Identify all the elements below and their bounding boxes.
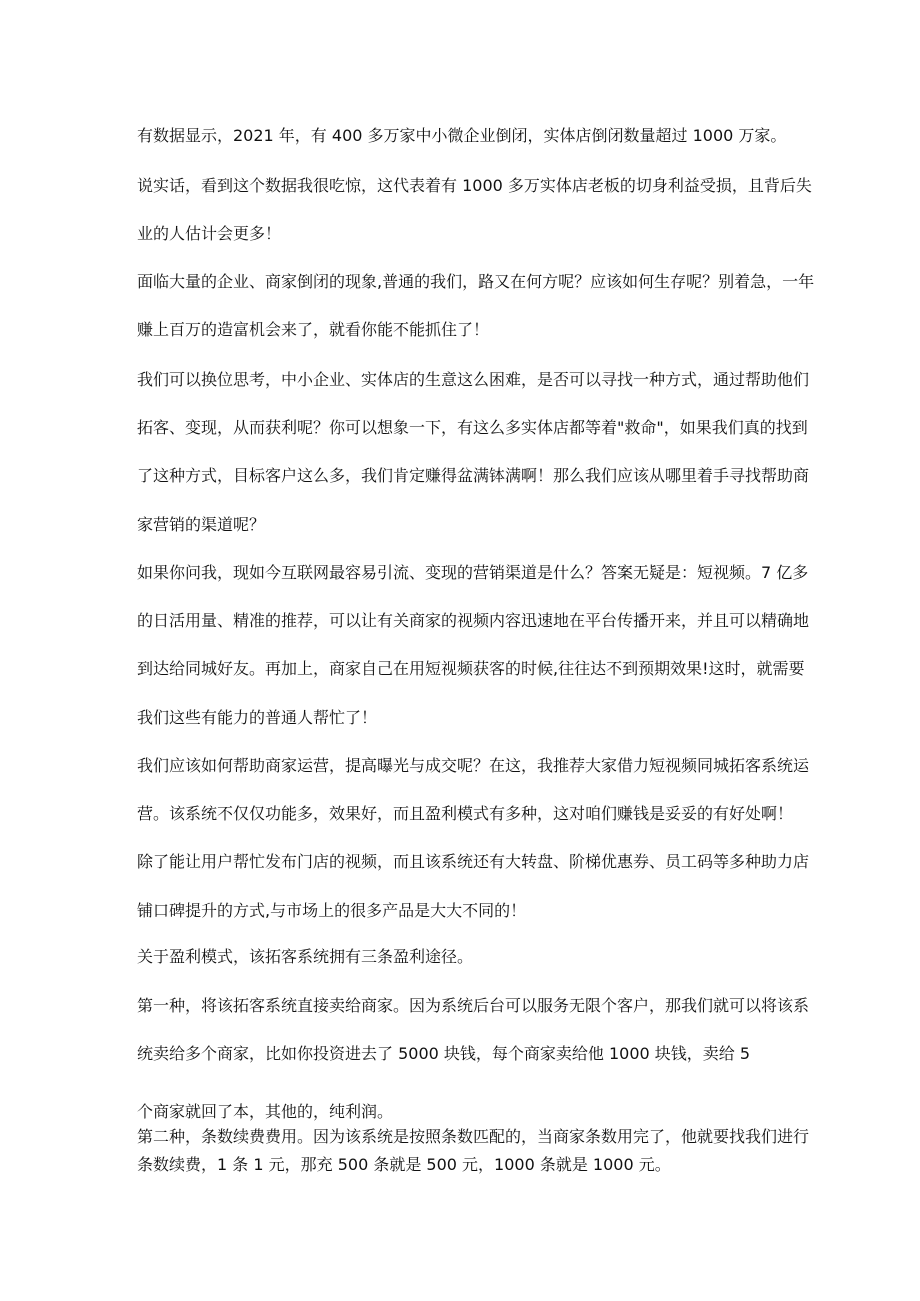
text-line: 说实话，看到这个数据我很吃惊，这代表着有 1000 多万实体店老板的切身利益受损，且背后失 [137,176,812,195]
text-line: 拓客、变现，从而获利呢？你可以想象一下，有这么多实体店都等着"救命"，如果我们真的找到 [137,418,808,437]
text-line: 第一种，将该拓客系统直接卖给商家。因为系统后台可以服务无限个客户，那我们就可以将该系 [137,996,810,1015]
text-line: 第二种，条数续费费用。因为该系统是按照条数匹配的，当商家条数用完了，他就要找我们进行 [137,1127,810,1146]
text-line: 统卖给多个商家，比如你投资进去了 5000 块钱，每个商家卖给他 1000 块钱，卖给 5 [137,1044,751,1063]
text-line: 业的人估计会更多！ [137,224,282,243]
text-line: 除了能让用户帮忙发布门店的视频，而且该系统还有大转盘、阶梯优惠券、员工码等多种助力店 [137,852,810,871]
text-line: 我们可以换位思考，中小企业、实体店的生意这么困难，是否可以寻找一种方式，通过帮助他们 [137,370,810,389]
text-line: 我们这些有能力的普通人帮忙了！ [137,708,378,727]
text-line: 有数据显示，2021 年，有 400 多万家中小微企业倒闭，实体店倒闭数量超过 1000 万家。 [137,126,787,145]
text-line: 的日活用量、精准的推荐，可以让有关商家的视频内容迅速地在平台传播开来，并且可以精确地 [137,611,810,630]
text-line: 了这种方式，目标客户这么多，我们肯定赚得盆满钵满啊！那么我们应该从哪里着手寻找帮助商 [137,466,810,485]
text-line: 到达给同城好友。再加上，商家自己在用短视频获客的时候,往往达不到预期效果!这时，就需要 [137,659,805,678]
text-line: 营。该系统不仅仅功能多，效果好，而且盈利模式有多种，这对咱们赚钱是妥妥的有好处啊！ [137,804,794,823]
text-line: 如果你问我，现如今互联网最容易引流、变现的营销渠道是什么？答案无疑是：短视频。7 亿多 [137,563,809,582]
text-line: 关于盈利模式，该拓客系统拥有三条盈利途径。 [137,947,474,966]
text-line: 铺口碑提升的方式,与市场上的很多产品是大大不同的！ [137,901,527,920]
text-line: 条数续费，1 条 1 元，那充 500 条就是 500 元，1000 条就是 1000 元。 [137,1155,671,1174]
text-line: 赚上百万的造富机会来了，就看你能不能抓住了！ [137,320,490,339]
text-line: 个商家就回了本，其他的，纯利润。 [137,1102,394,1121]
text-line: 家营销的渠道呢？ [137,515,266,534]
text-line: 面临大量的企业、商家倒闭的现象,普通的我们，路又在何方呢？应该如何生存呢？别着急，一年 [137,272,815,291]
text-line: 我们应该如何帮助商家运营，提高曝光与成交呢？在这，我推荐大家借力短视频同城拓客系统运 [137,756,810,775]
